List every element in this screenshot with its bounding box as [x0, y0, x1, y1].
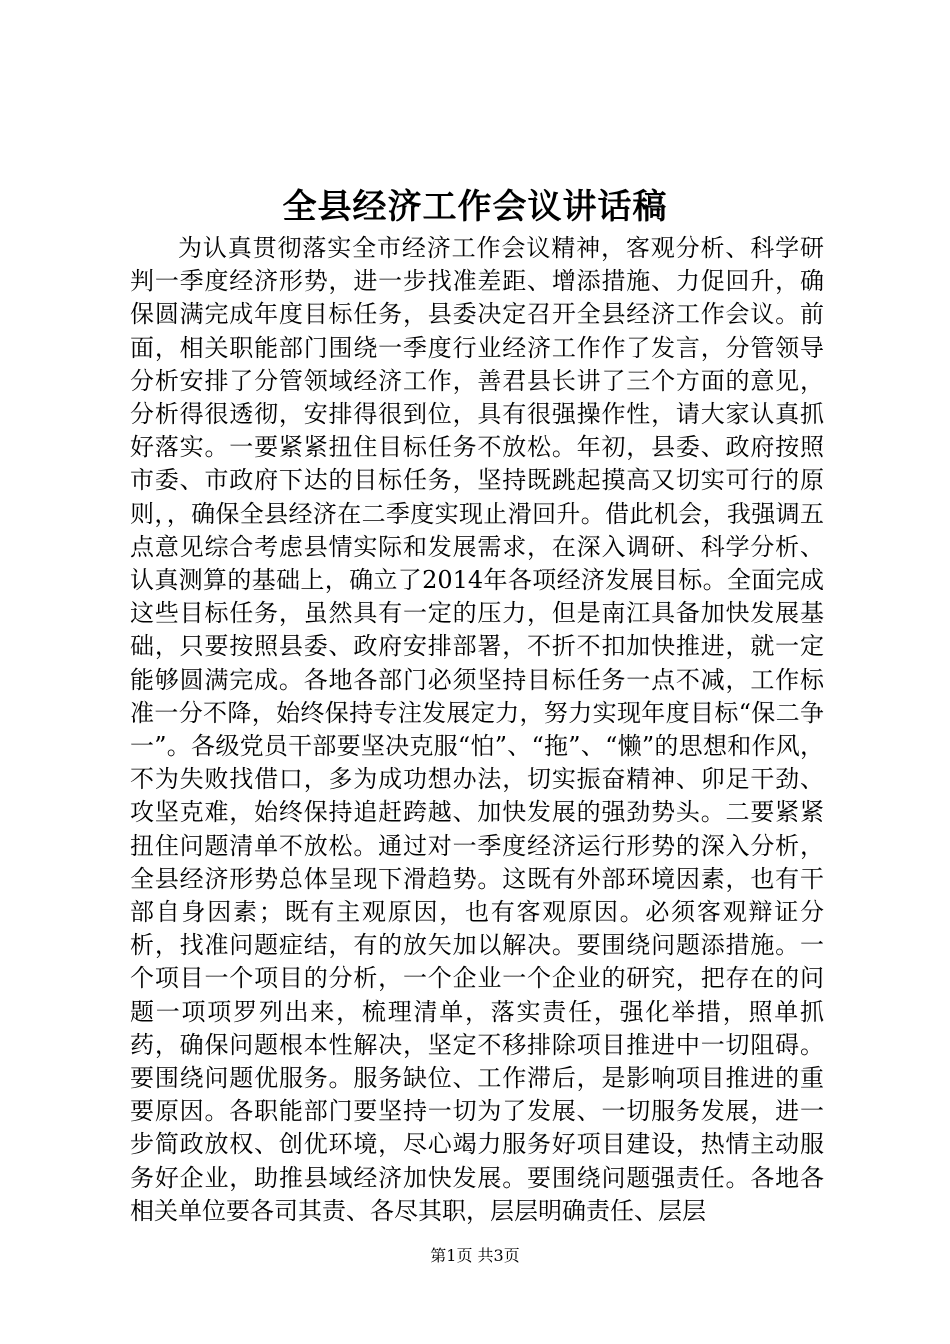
document-body-paragraph: 为认真贯彻落实全市经济工作会议精神，客观分析、科学研判一季度经济形势，进一步找准差距、增添措施、力促回升，确保圆满完成年度目标任务，县委决定召开全县经济工作会议。前面，相关职能部门围绕一季度行业经济工作作了发言，分管领导分析安排了分管领域经济工作，善君县长讲了三个方面的意见，分析得很透彻，安排得很到位，具有很强操作性，请大家认真抓好落实。一要紧紧扭住目标任务不放松。年初，县委、政府按照市委、市政府下达的目标任务，坚持既跳起摸高又切实可行的原则，，确保全县经济在二季度实现止滑回升。借此机会，我强调五点意见综合考虑县情实际和发展需求，在深入调研、科学分析、认真测算的基础上，确立了2014年各项经济发展目标。全面完成这些目标任务，虽然具有一定的压力，但是南江具备加快发展基础，只要按照县委、政府安排部署，不折不扣加快推进，就一定能够圆满完成。各地各部门必须坚持目标任务一点不减，工作标准一分不降，始终保持专注发展定力，努力实现年度目标“保二争一”。各级党员干部要坚决克服“怕”、“拖”、“懒”的思想和作风，不为失败找借口，多为成功想办法，切实振奋精神、卯足干劲、攻坚克难，始终保持追赶跨越、加快发展的强劲势头。二要紧紧扭住问题清单不放松。通过对一季度经济运行形势的深入分析，全县经济形势总体呈现下滑趋势。这既有外部环境因素，也有干部自身因素；既有主观原因，也有客观原因。必须客观辩证分析，找准问题症结，有的放矢加以解决。要围绕问题添措施。一个项目一个项目的分析，一个企业一个企业的研究，把存在的问题一项项罗列出来，梳理清单，落实责任，强化举措，照单抓药，确保问题根本性解决，坚定不移排除项目推进中一切阻碍。要围绕问题优服务。服务缺位、工作滞后，是影响项目推进的重要原因。各职能部门要坚持一切为了发展、一切服务发展，进一步简政放权、创优环境，尽心竭力服务好项目建设，热情主动服务好企业，助推县域经济加快发展。要围绕问题强责任。各地各相关单位要各司其责、各尽其职，层层明确责任、层层 — [130, 234, 824, 1225]
document-title: 全县经济工作会议讲话稿 — [282, 187, 668, 227]
page-number-footer: 第1页 共3页 — [430, 1246, 520, 1265]
